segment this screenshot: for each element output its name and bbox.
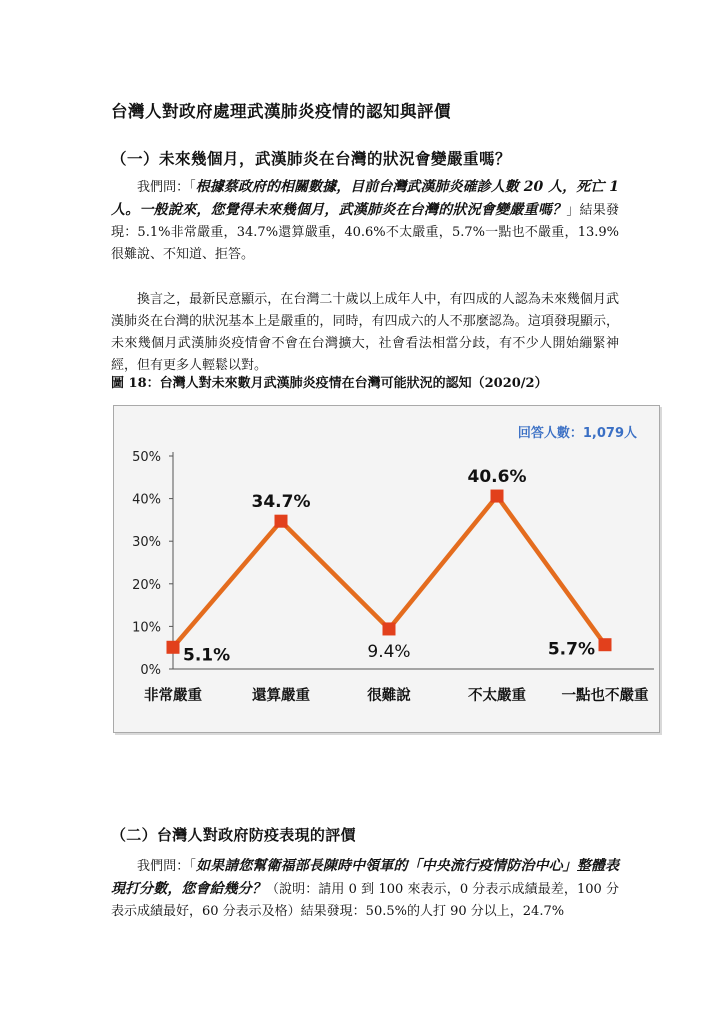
data-label: 9.4% (367, 641, 411, 662)
data-label: 40.6% (467, 467, 527, 488)
data-point-marker (275, 515, 288, 528)
p1-prefix: 我們問：「 (137, 180, 196, 195)
section-2-heading: （二）台灣人對政府防疫表現的評價 (111, 826, 356, 844)
x-category-label: 還算嚴重 (252, 688, 310, 704)
y-tick-label: 10% (132, 620, 161, 636)
line-chart (113, 405, 660, 733)
section-1-heading: （一）未來幾個月，武漢肺炎在台灣的狀況會變嚴重嗎？ (111, 149, 512, 168)
y-tick-label: 0% (140, 663, 161, 678)
chart-series (167, 490, 612, 654)
p3-question: 如果請您幫衛福部長陳時中領軍的「中央流行疫情防治中心」整體表現打分數，您會給幾分？ (111, 858, 619, 897)
p1-question: 根據蔡政府的相關數據，目前台灣武漢肺炎確診人數 20 人，死亡 1 人。一般說來，您覺得未來幾個月，武漢肺炎在台灣的狀況會變嚴重嗎？ (111, 179, 619, 218)
respondent-count-annotation: 回答人數：1,079人 (517, 426, 637, 441)
y-tick-label: 30% (132, 535, 161, 551)
y-tick-label: 50% (132, 450, 161, 465)
p3-suffix: （說明：請用 0 到 100 來表示，0 分表示成績最差，100 分表示成績最好，60 分表示及格）結果發現：50.5%的人打 90 分以上，24.7% (111, 882, 620, 919)
section-1-paragraph-1 (111, 176, 619, 266)
data-point-marker (599, 638, 612, 651)
section-2-paragraph (111, 855, 619, 923)
p1-suffix: 」結果發現：5.1%非常嚴重，34.7%還算嚴重，40.6%不太嚴重，5.7%一點也不嚴重，13.9%很難說、不知道、拒答。 (111, 203, 619, 262)
x-category-labels (144, 686, 649, 704)
document-title: 台灣人對政府處理武漢肺炎疫情的認知與評價 (111, 102, 451, 121)
p3-prefix: 我們問：「 (137, 859, 197, 874)
data-point-marker (167, 641, 180, 654)
x-category-label: 非常嚴重 (144, 688, 202, 704)
x-category-label: 一點也不嚴重 (561, 688, 649, 704)
x-category-label: 不太嚴重 (468, 688, 526, 704)
x-category-label: 很難說 (367, 688, 411, 704)
data-label: 5.7% (547, 639, 595, 660)
data-point-marker (383, 622, 396, 635)
data-point-marker (491, 490, 504, 503)
y-tick-label: 40% (132, 492, 161, 508)
y-tick-label: 20% (132, 577, 161, 593)
line-chart-svg (114, 406, 659, 732)
data-label: 34.7% (251, 492, 311, 513)
section-1-paragraph-2: 換言之，最新民意顯示，在台灣二十歲以上成年人中，有四成的人認為未來幾個月武漢肺炎在台灣的狀況基本上是嚴重的，同時，有四成六的人不那麼認為。這項發現顯示，未來幾個月武漢肺炎疫情會不會在台灣擴大，社會看法相當分歧，有不少人開始繃緊神經，但有更多人輕鬆以對。 (111, 292, 619, 373)
figure-caption: 圖 18：台灣人對未來數月武漢肺炎疫情在台灣可能狀況的認知（2020/2） (111, 376, 548, 391)
data-label: 5.1% (183, 645, 231, 666)
